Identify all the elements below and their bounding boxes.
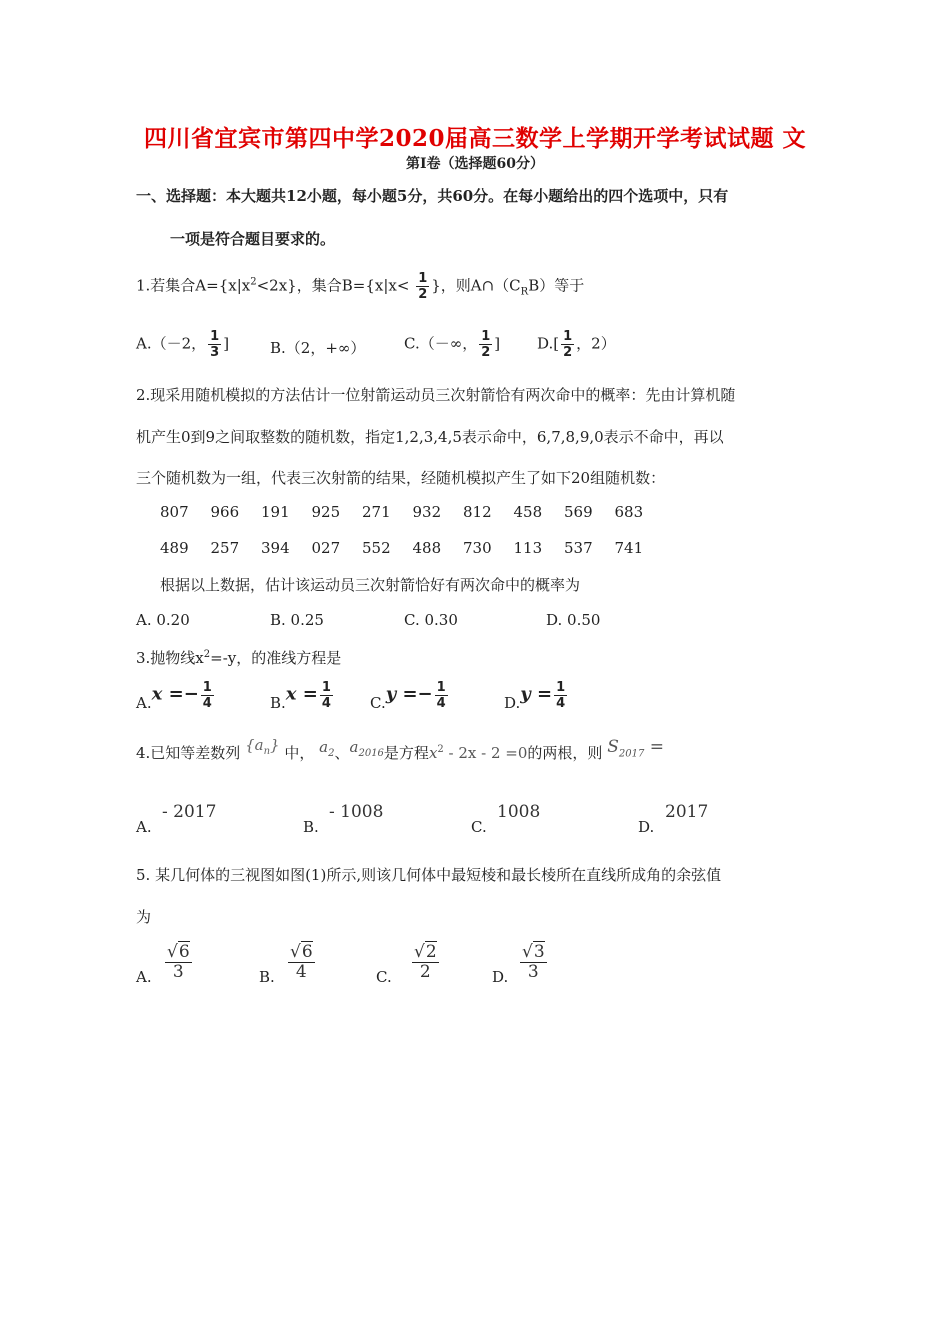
- list-item: 458: [513, 503, 543, 521]
- q1-fraction: $\frac{1}{2}$: [418, 271, 428, 302]
- list-item: 925: [311, 503, 341, 521]
- q2-option-d: D. 0.50: [546, 611, 601, 629]
- list-item: 552: [362, 539, 391, 557]
- q1-option-d: D.[ $\frac{1}{2}$ ，2）: [537, 329, 616, 360]
- list-item: 257: [210, 539, 240, 557]
- q2-number-row-1: [160, 503, 665, 521]
- q3-option-a-fraction: $\frac{1}{4}$: [202, 680, 212, 711]
- q4-option-d-value: 2017: [665, 802, 709, 822]
- q4-option-c-value: 1008: [497, 802, 541, 822]
- q4-option-a-value: - 2017: [162, 802, 217, 822]
- q1-exponent: 2: [250, 276, 257, 288]
- q3-exponent: 2: [203, 649, 211, 660]
- q1-option-a: A.（－2， $\frac{1}{3}$ ]: [136, 329, 230, 360]
- section-header-line2: 一项是符合题目要求的。: [170, 230, 336, 248]
- q1-subscript-r: R: [520, 286, 529, 298]
- q5-option-b-fraction: $\frac{√6}{4}$: [290, 942, 313, 982]
- list-item: 807: [160, 503, 189, 521]
- list-item: 113: [513, 539, 543, 557]
- q3-option-b: B.x = $\frac{1}{4}$: [270, 680, 331, 712]
- list-item: 966: [210, 503, 240, 521]
- q1-option-d-fraction: $\frac{1}{2}$: [563, 329, 573, 360]
- q5-option-b-label: B.: [259, 968, 275, 986]
- q3-option-d-fraction: $\frac{1}{4}$: [556, 680, 566, 711]
- q2-line1: 2.现采用随机模拟的方法估计一位射箭运动员三次射箭恰有两次命中的概率：先由计算机随: [136, 386, 736, 404]
- list-item: 191: [261, 503, 290, 521]
- q3-option-c: C.y =− $\frac{1}{4}$: [370, 680, 446, 712]
- q1-stem-part-a: 1.若集合A={x|x: [136, 276, 251, 295]
- q2-question: 根据以上数据，估计该运动员三次射箭恰好有两次命中的概率为: [160, 576, 581, 594]
- q2-option-a: A. 0.20: [136, 611, 190, 629]
- list-item: 741: [614, 539, 644, 557]
- q3-stem: 3.抛物线$x^2=-y$，的准线方程是: [136, 649, 342, 667]
- q5-line2: 为: [136, 908, 152, 926]
- q2-line3: 三个随机数为一组，代表三次射箭的结果，经随机模拟产生了如下20组随机数：: [136, 469, 666, 487]
- q2-line2: 机产生0到9之间取整数的随机数，指定1,2,3,4,5表示命中，6,7,8,9,0表示不命中，再以: [136, 428, 724, 446]
- q4-option-b-value: - 1008: [329, 802, 384, 822]
- q5-option-d-fraction: $\frac{√3}{3}$: [522, 942, 545, 982]
- q3-option-c-fraction: $\frac{1}{4}$: [436, 680, 446, 711]
- q1-stem: [136, 272, 584, 301]
- q5-option-d-label: D.: [492, 968, 509, 986]
- q1-option-c: C.（－∞， $\frac{1}{2}$ ]: [404, 329, 501, 360]
- q3-option-b-fraction: $\frac{1}{4}$: [321, 680, 331, 711]
- q4-sequence-symbol: $\{a_n\}$: [245, 736, 280, 757]
- section-header-line1: 一、选择题：本大题共12小题，每小题5分，共60分。在每小题给出的四个选项中，只有: [136, 187, 729, 205]
- list-item: 932: [412, 503, 442, 521]
- q1-stem-part-c: }，则A∩（C: [431, 276, 521, 295]
- exam-title: 四川省宜宾市第四中学2020届高三数学上学期开学考试试题 文: [143, 125, 807, 152]
- q4-term-a2: $a_2$: [319, 738, 335, 759]
- q2-option-c: C. 0.30: [404, 611, 458, 629]
- list-item: 683: [614, 503, 644, 521]
- list-item: 394: [261, 539, 290, 557]
- q5-option-c-fraction: $\frac{√2}{2}$: [414, 942, 437, 982]
- q1-stem-part-b: <2x}，集合B={x|x<: [256, 276, 410, 295]
- list-item: 537: [564, 539, 593, 557]
- list-item: 489: [160, 539, 189, 557]
- q2-number-row-2: [160, 539, 665, 557]
- q4-option-d-label: D.: [638, 818, 655, 836]
- q2-option-b: B. 0.25: [270, 611, 324, 629]
- exam-subtitle: 第I卷（选择题60分）: [405, 156, 545, 172]
- list-item: 569: [564, 503, 593, 521]
- q1-option-a-fraction: $\frac{1}{3}$: [210, 329, 220, 360]
- q5-line1: 5. 某几何体的三视图如图(1)所示,则该几何体中最短棱和最长棱所在直线所成角的余弦值: [136, 866, 722, 884]
- list-item: 027: [311, 539, 341, 557]
- q4-stem: 4.已知等差数列 $\{a_n\}$ 中， $a_2$、$a_{2016}$是方程$x^2 - 2x - 2 =0$的两根，则 $S_{2017}$ =: [136, 736, 664, 762]
- list-item: 730: [463, 539, 492, 557]
- list-item: 271: [362, 503, 391, 521]
- list-item: 812: [463, 503, 492, 521]
- q3-option-a: A.x =− $\frac{1}{4}$: [136, 680, 212, 712]
- q1-option-c-fraction: $\frac{1}{2}$: [481, 329, 491, 360]
- q5-option-c-label: C.: [376, 968, 392, 986]
- q4-equation: $x^2 - 2x - 2 =0$: [428, 744, 528, 762]
- q4-option-b-label: B.: [303, 818, 319, 836]
- q4-option-a-label: A.: [136, 818, 152, 836]
- q5-option-a-label: A.: [136, 968, 152, 986]
- q1-stem-part-d: B）等于: [528, 276, 585, 295]
- q4-option-c-label: C.: [471, 818, 487, 836]
- q5-option-a-fraction: $\frac{√6}{3}$: [167, 942, 190, 982]
- q4-sum-symbol: $S_{2017}$ =: [607, 737, 664, 760]
- q4-term-a2016: $a_{2016}$: [349, 738, 384, 759]
- list-item: 488: [412, 539, 442, 557]
- q3-option-d: D.y = $\frac{1}{4}$: [504, 680, 566, 712]
- q1-option-b: B.（2，+∞）: [270, 339, 366, 357]
